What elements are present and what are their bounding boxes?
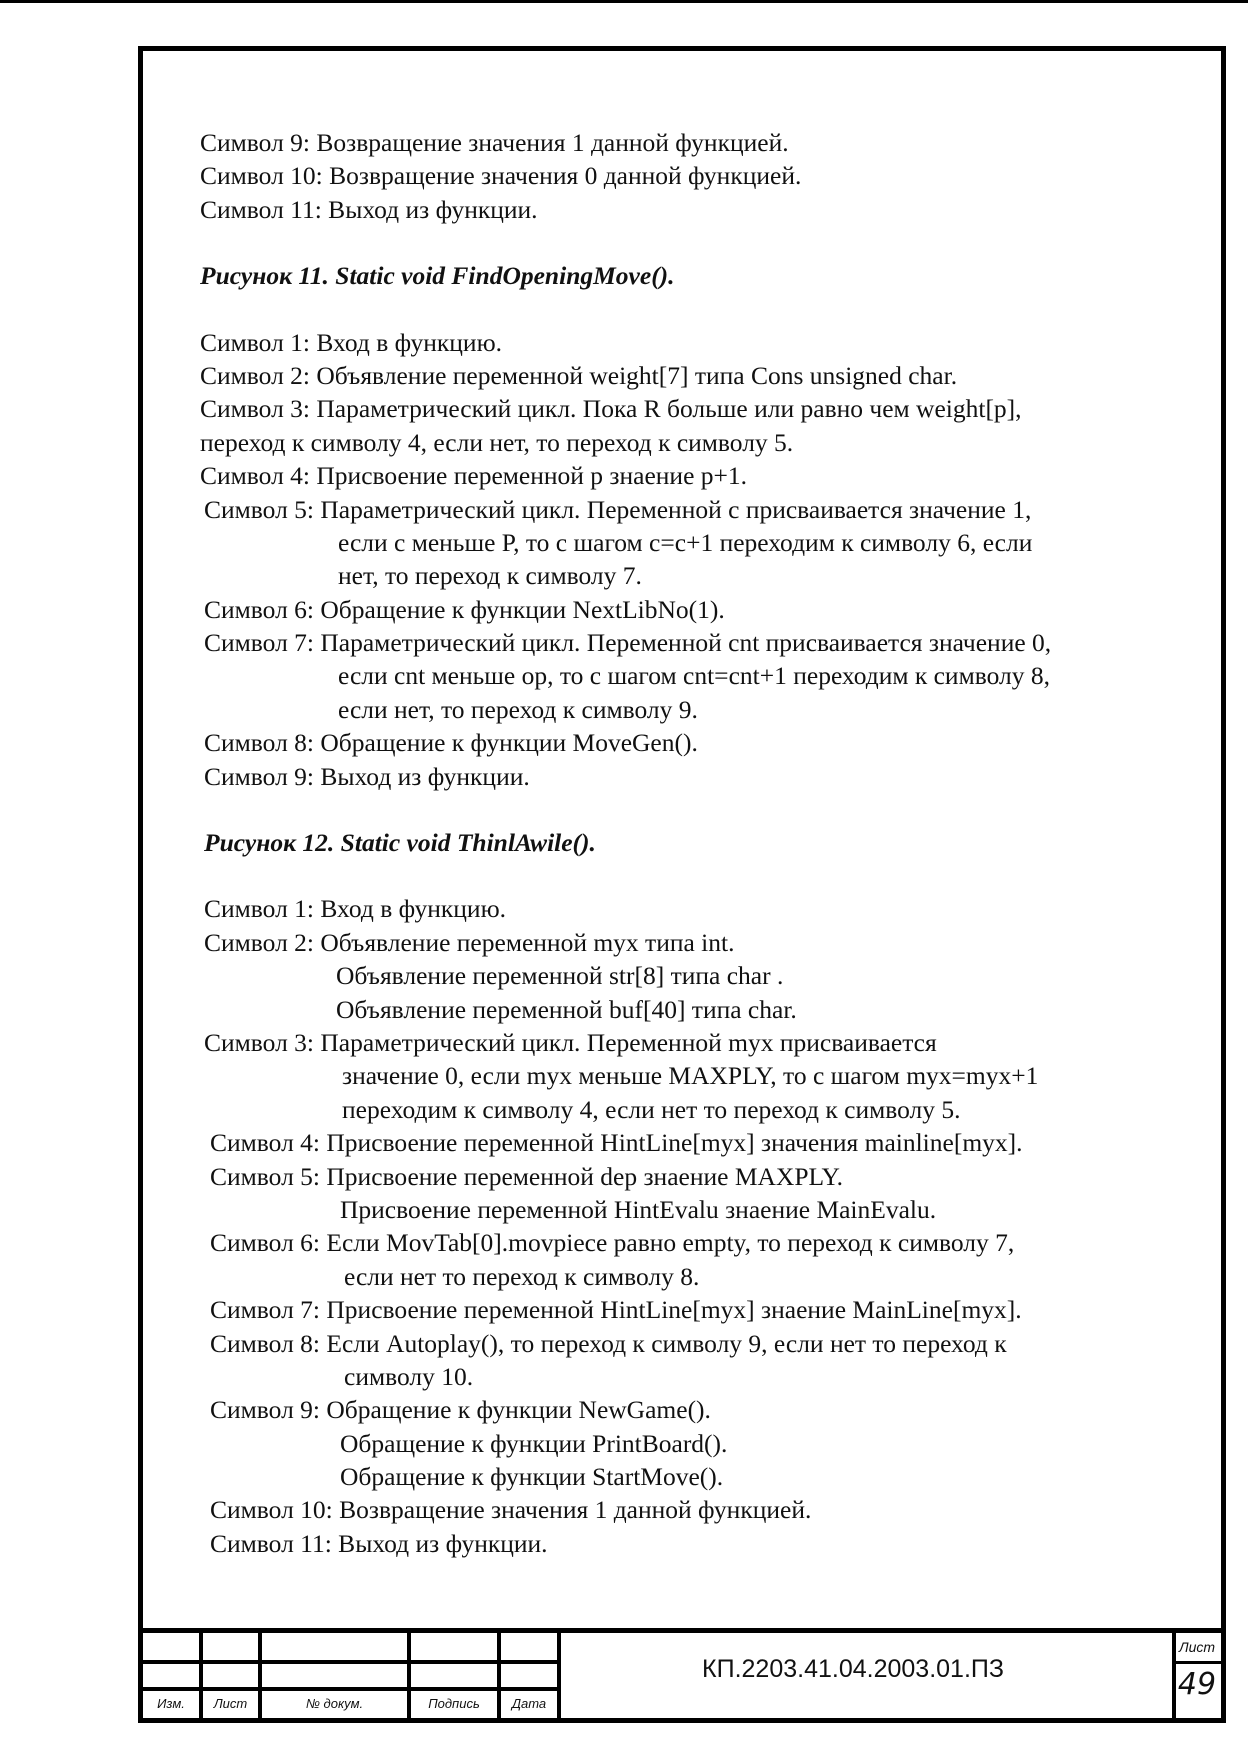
text-line: Символ 1: Вход в функцию. <box>200 327 503 357</box>
text-line: Символ 3: Параметрический цикл. Переменной myx присваивается <box>204 1027 937 1057</box>
text-line: Символ 6: Если MovTab[0].movpiece равно empty, то переход к символу 7, <box>210 1228 1015 1258</box>
text-line: Символ 3: Параметрический цикл. Пока R больше или равно чем weight[p], <box>200 394 1022 424</box>
text-line-continuation: Объявление переменной str[8] типа char . <box>336 961 784 991</box>
column-label-date: Дата <box>511 1696 547 1711</box>
text-line-continuation: если нет то переход к символу 8. <box>344 1261 700 1291</box>
figure-12-heading: Рисунок 12. Static void ThinlAwile(). <box>204 828 596 858</box>
text-line: переход к символу 4, если нет, то переход к символу 5. <box>200 427 794 457</box>
column-label-signature: Подпись <box>428 1696 480 1711</box>
text-line: Символ 9: Выход из функции. <box>204 761 530 791</box>
text-line-continuation: нет, то переход к символу 7. <box>338 561 642 591</box>
text-line-continuation: если нет, то переход к символу 9. <box>338 694 698 724</box>
text-line-continuation: если cnt меньше op, то с шагом cnt=cnt+1 переходим к символу 8, <box>338 661 1050 691</box>
sheet-label: Лист <box>1178 1639 1216 1655</box>
text-line: Символ 8: Обращение к функции MoveGen(). <box>204 728 698 758</box>
text-line: Символ 11: Выход из функции. <box>210 1528 548 1558</box>
text-line: Символ 10: Возвращение значения 0 данной функцией. <box>200 161 802 191</box>
text-line: Символ 5: Присвоение переменной dep знаение MAXPLY. <box>210 1161 844 1191</box>
text-line-continuation: Присвоение переменной HintEvalu знаение MainEvalu. <box>340 1194 937 1224</box>
column-label-doc-number: № докум. <box>305 1696 364 1711</box>
text-line: Символ 9: Обращение к функции NewGame(). <box>210 1395 711 1425</box>
section-previous-figure-tail <box>200 126 1200 226</box>
text-line: Символ 7: Параметрический цикл. Переменной cnt присваивается значение 0, <box>204 628 1052 658</box>
text-line: Символ 2: Объявление переменной myx типа int. <box>204 927 735 957</box>
document-code: КП.2203.41.04.2003.01.ПЗ <box>702 1655 1004 1683</box>
column-label-sheet: Лист <box>213 1696 248 1711</box>
text-line: Символ 4: Присвоение переменной p знаение p+1. <box>200 461 748 491</box>
title-block-row-divider <box>1172 1661 1221 1664</box>
text-line: Символ 6: Обращение к функции NextLibNo(1). <box>204 594 725 624</box>
title-block-row-divider <box>143 1687 561 1691</box>
text-line-continuation: Обращение к функции StartMove(). <box>340 1462 724 1492</box>
text-line: Символ 7: Присвоение переменной HintLine[myx] знаение MainLine[myx]. <box>210 1295 1022 1325</box>
figure-11-heading: Рисунок 11. Static void FindOpeningMove(). <box>200 261 675 291</box>
sheet-number: 49 <box>1177 1667 1217 1702</box>
text-line: Символ 10: Возвращение значения 1 данной функцией. <box>210 1495 812 1525</box>
text-line-continuation: переходим к символу 4, если нет то переход к символу 5. <box>342 1094 961 1124</box>
text-line: Символ 5: Параметрический цикл. Переменной c присваивается значение 1, <box>204 494 1032 524</box>
text-line: Символ 11: Выход из функции. <box>200 194 538 224</box>
text-line: Символ 8: Если Autoplay(), то переход к символу 9, если нет то переход к <box>210 1328 1007 1358</box>
text-line: Символ 9: Возвращение значения 1 данной функцией. <box>200 128 789 157</box>
text-line: Символ 2: Объявление переменной weight[7] типа Cons unsigned char. <box>200 360 958 390</box>
text-line: Символ 4: Присвоение переменной HintLine[myx] значения mainline[myx]. <box>210 1128 1023 1158</box>
title-block-row-divider <box>143 1660 561 1664</box>
section-figure-12 <box>204 892 1200 1560</box>
text-line-continuation: значение 0, если myx меньше MAXPLY, то с шагом myx=myx+1 <box>342 1061 1039 1091</box>
section-figure-11 <box>200 326 1200 793</box>
scan-top-edge <box>0 0 1248 3</box>
column-label-change: Изм. <box>157 1696 185 1711</box>
text-line: Символ 1: Вход в функцию. <box>204 894 507 924</box>
text-line-continuation: если c меньше P, то c шагом c=c+1 переходим к символу 6, если <box>338 527 1033 557</box>
text-line-continuation: Объявление переменной buf[40] типа char. <box>336 994 797 1024</box>
page-body <box>200 126 1200 1560</box>
title-block <box>143 1628 1221 1713</box>
text-line-continuation: Обращение к функции PrintBoard(). <box>340 1428 728 1458</box>
text-line-continuation: символу 10. <box>344 1361 474 1391</box>
